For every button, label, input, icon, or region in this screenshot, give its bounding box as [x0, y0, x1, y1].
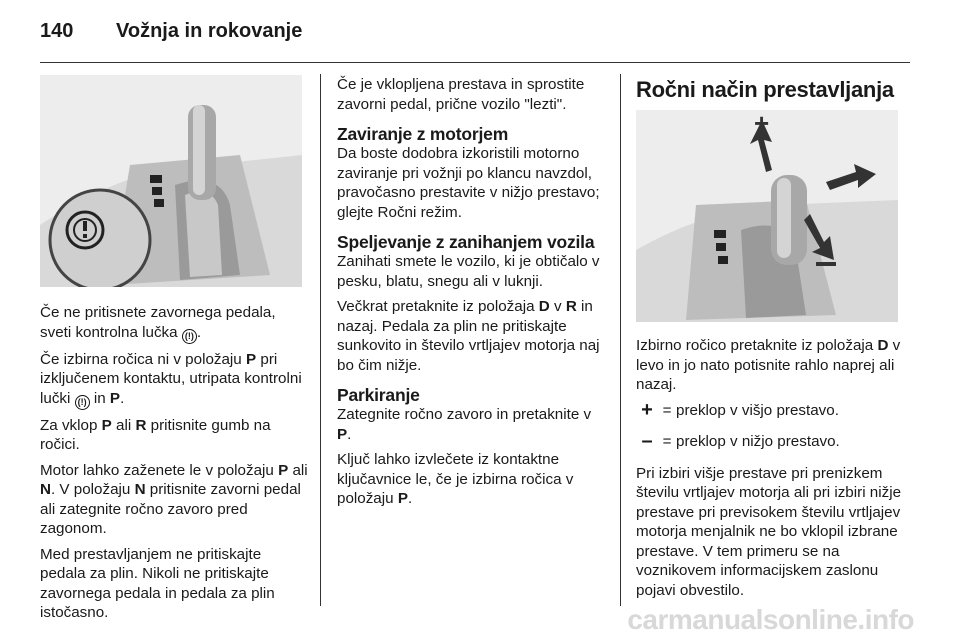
paragraph: Če je vklopljena prestava in sprostite zavorni pedal, prične vozilo "lezti". — [337, 76, 585, 113]
paragraph: Izbirno ročico pretaknite iz položaja D v levo in jo nato potisnite rahlo naprej ali nazaj. — [636, 337, 901, 393]
paragraph: Da boste dodobra izkoristili motorno zaviranje pri vožnji po klancu navzdol, pravočasno prestavite v nižjo prestavo; glejte Ročni režim. — [337, 145, 600, 221]
minus-icon: – — [641, 430, 653, 452]
column-divider-1 — [320, 74, 321, 606]
paragraph: Motor lahko zaženete le v položaju P ali N. V položaju N pritisnite zavorni pedal ali zategnite ročno zavoro pred zagonom. — [40, 461, 308, 537]
paragraph: Pri izbiri višje prestave pri prenizkem številu vrtljajev motorja ali pri izbiri nižje prestave pri previsokem številu vrtljajev motorja menjalnik ne bo vklopil izbrane prestave. V tem primeru se na voznikovem informacijskem zaslonu pojavi obvestilo. — [636, 464, 902, 599]
plus-icon: + — [641, 398, 653, 421]
section-parking — [337, 385, 609, 509]
header-rule — [40, 62, 910, 63]
paragraph: Večkrat pretaknite iz položaja D v R in nazaj. Pedala za plin ne pritiskajte sunkovito in število vrtljajev motorja naj bo čim nižje. — [337, 298, 600, 374]
paragraph: Med prestavljanjem ne pritiskajte pedala za plin. Nikoli ne pritiskajte zavornega pedala in pedala za plin istočasno. — [40, 545, 275, 621]
section-heading-manual: Ročni način prestavljanja — [636, 77, 894, 102]
column-3 — [636, 336, 906, 606]
page-title: Vožnja in rokovanje — [116, 20, 303, 42]
legend-plus: + = preklop v višjo prestavo. — [636, 401, 906, 421]
section-heading: Parkiranje — [337, 385, 420, 405]
page-number: 140 — [40, 20, 74, 42]
paragraph: Ključ lahko izvlečete iz kontaktne ključavnice le, če je izbirna ročica v položaju P. — [337, 451, 574, 507]
section-heading: Zaviranje z motorjem — [337, 124, 509, 144]
paragraph: Zanihati smete le vozilo, ki je obtičalo v pesku, blatu, snegu ali v luknji. — [337, 253, 600, 290]
section-engine-braking — [337, 124, 609, 222]
svg-text:+: + — [754, 110, 770, 138]
column-3-heading-area — [636, 77, 906, 103]
legend-minus: – = preklop v nižjo prestavo. — [636, 432, 906, 452]
paragraph: Če ne pritisnete zavornega pedala, sveti kontrolna lučka (!) . — [40, 303, 310, 344]
brake-warning-icon: (!) — [75, 395, 90, 410]
column-divider-2 — [620, 74, 621, 606]
column-2 — [337, 75, 609, 515]
paragraph: Za vklop P ali R pritisnite gumb na ročici. — [40, 416, 271, 453]
column-1 — [40, 303, 310, 629]
brake-warning-icon: (!) — [182, 329, 197, 344]
paragraph: Če izbirna ročica ni v položaju P pri izključenem kontaktu, utripata kontrolni lučki (!) in P. — [40, 350, 310, 410]
section-heading: Speljevanje z zanihanjem vozila — [337, 232, 595, 252]
gear-selector-illustration — [40, 75, 302, 287]
paragraph: Zategnite ročno zavoro in pretaknite v P. — [337, 406, 592, 443]
watermark: carmanualsonline.info — [627, 604, 914, 635]
section-rocking — [337, 232, 609, 375]
manual-shift-illustration — [636, 110, 898, 322]
